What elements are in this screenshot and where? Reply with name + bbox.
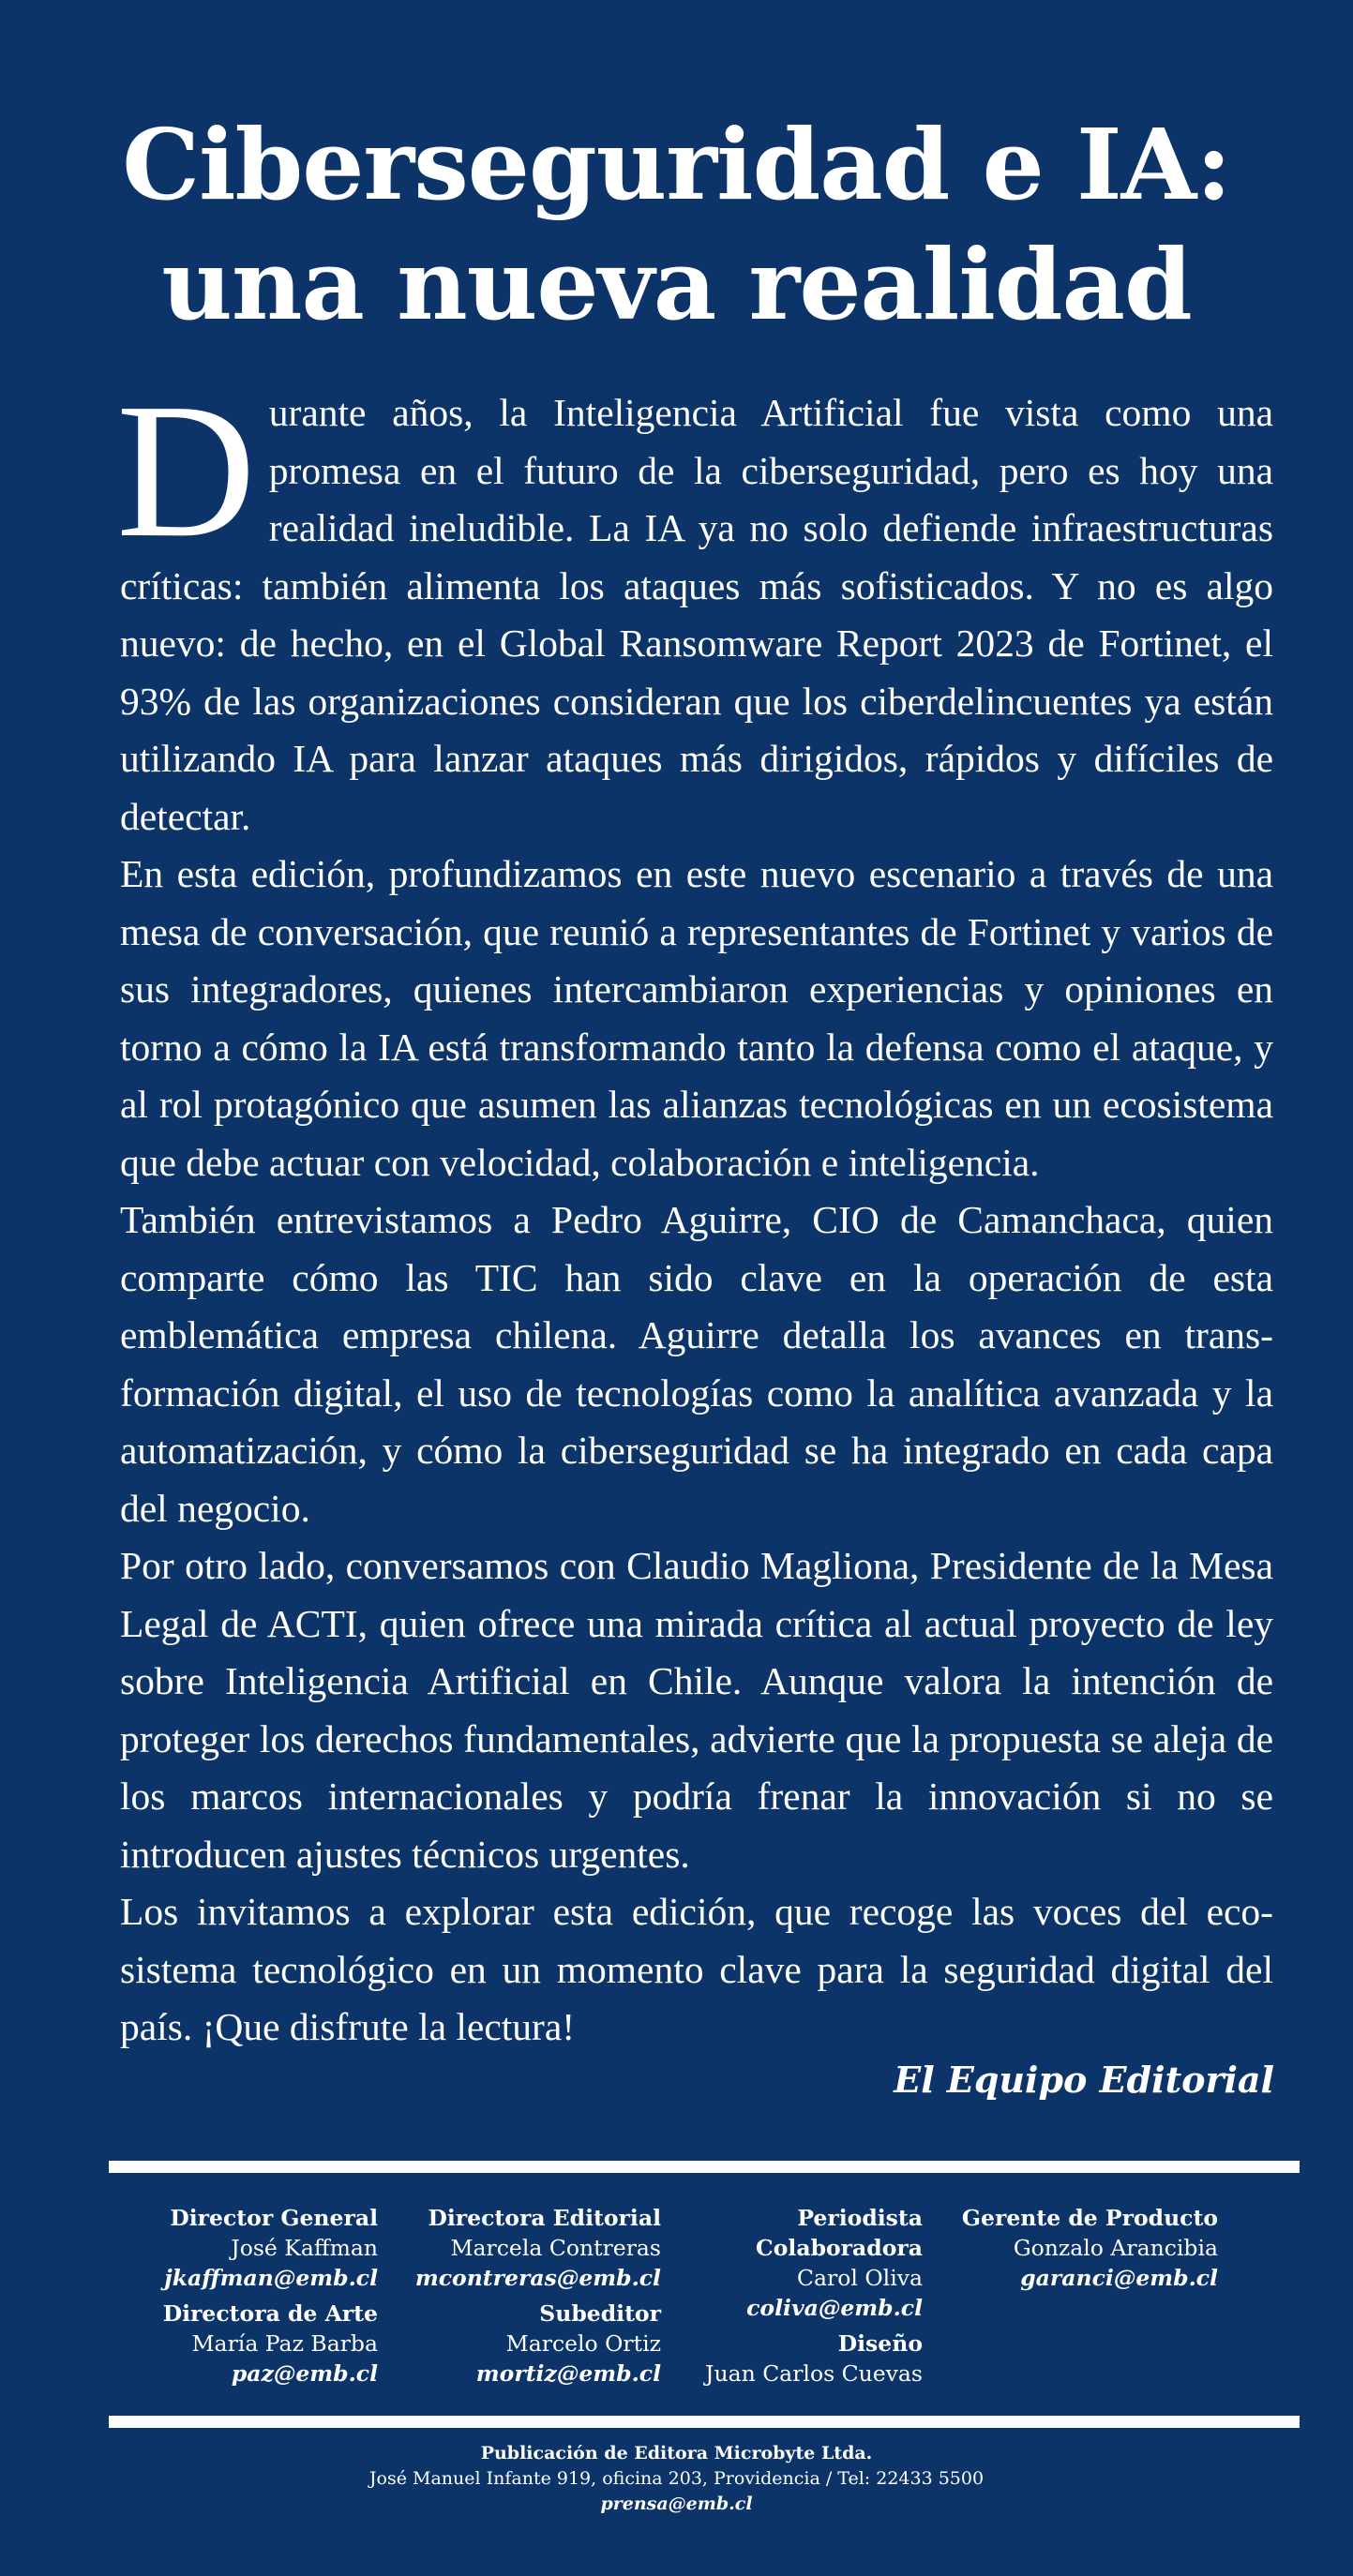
publisher-title: Publicación de Editora Microbyte Ltda. <box>480 2443 873 2464</box>
staff-name: Carol Oliva <box>797 2265 923 2291</box>
role-label: Periodista <box>797 2205 923 2231</box>
staff-column-2 <box>415 2203 661 2389</box>
staff-column-3 <box>705 2203 923 2389</box>
role-label: Director General <box>170 2205 378 2231</box>
paragraph-1-text: urante años, la Inteligencia Artificial fue vista como una promesa en el futuro de la ciberseguridad, pero es hoy una realidad ineludible. La IA ya no solo defiende infraestructuras críticas: también alimenta los ataques más sofisticados. Y no es algo nuevo: de hecho, en el Global Ransomware Report 2023 de Fortinet, el 93% de las organizaciones consideran que los ciberdelincuentes ya están utilizando IA para lanzar ataques más dirigidos, rápidos y difíciles de detectar. <box>120 391 1273 838</box>
divider-bottom <box>109 2416 1300 2428</box>
publisher-address: José Manuel Infante 919, oficina 203, Providencia / Tel: 22433 5500 <box>368 2468 985 2489</box>
staff-column-1 <box>163 2203 378 2389</box>
staff-email-link[interactable]: mcontreras@emb.cl <box>414 2265 661 2291</box>
paragraph-3: También entrevistamos a Pedro Aguirre, CIO de Camanchaca, quien comparte cómo las TIC han sido clave en la operación de esta emblemática empresa chilena. Aguirre detalla los avances en transformación digital, el uso de tecnologías como la analítica avanzada y la automatización, y cómo la ciberseguridad se ha integrado en cada capa del negocio. <box>120 1198 1273 1530</box>
editorial-signature: El Equipo Editorial <box>894 2059 1274 2101</box>
staff-email-link[interactable]: mortiz@emb.cl <box>475 2360 661 2387</box>
staff-email-link[interactable]: garanci@emb.cl <box>1020 2265 1218 2291</box>
publisher-info <box>0 2441 1353 2517</box>
title-line-1: Ciberseguridad e IA: <box>122 107 1231 222</box>
publisher-email-link[interactable]: prensa@emb.cl <box>600 2494 753 2514</box>
paragraph-5: Los invitamos a explorar esta edición, que recoge las voces del ecosistema tecnológico en un momento clave para la seguridad digital del país. ¡Que disfrute la lectura! <box>120 1890 1273 2048</box>
role-label: Directora de Arte <box>162 2300 378 2327</box>
role-label: Gerente de Producto <box>961 2205 1218 2231</box>
staff-email-link[interactable]: coliva@emb.cl <box>746 2295 923 2321</box>
role-label: Diseño <box>837 2330 923 2357</box>
staff-name: Marcela Contreras <box>450 2235 661 2261</box>
staff-column-4 <box>962 2203 1218 2293</box>
staff-email-link[interactable]: jkaffman@emb.cl <box>164 2265 378 2291</box>
divider-top <box>109 2161 1300 2173</box>
title-line-2: una nueva realidad <box>161 227 1192 342</box>
staff-name: María Paz Barba <box>191 2330 378 2357</box>
staff-name: Juan Carlos Cuevas <box>705 2360 923 2387</box>
page-title <box>0 105 1353 345</box>
staff-name: Gonzalo Arancibia <box>1013 2235 1218 2261</box>
editorial-body <box>116 363 1273 2057</box>
paragraph-1 <box>116 363 1273 846</box>
staff-email-link[interactable]: paz@emb.cl <box>231 2360 378 2387</box>
staff-name: José Kaffman <box>231 2235 378 2261</box>
paragraph-2: En esta edición, profundizamos en este nuevo escenario a través de una mesa de conversación, que reunió a representantes de Fortinet y varios de sus integradores, quienes intercambiaron experiencias y opiniones en torno a cómo la IA está transformando tanto la defensa como el ataque, y al rol protagónico que asumen las alianzas tecnológicas en un ecosistema que debe actuar con velocidad, colaboración e inteligencia. <box>120 852 1273 1184</box>
role-label: Directora Editorial <box>428 2205 661 2231</box>
role-label: Subeditor <box>539 2300 661 2327</box>
staff-name: Marcelo Ortiz <box>505 2330 661 2357</box>
drop-cap: D <box>116 363 256 577</box>
role-label: Colaboradora <box>756 2235 923 2261</box>
paragraph-4: Por otro lado, conversamos con Claudio Magliona, Presidente de la Mesa Legal de ACTI, quien ofrece una mirada crítica al actual proyecto de ley sobre Inteligencia Artificial en Chile. Aunque valora la intención de proteger los derechos fundamentales, advierte que la propuesta se aleja de los marcos internacionales y podría frenar la innovación si no se introducen ajustes técnicos urgentes. <box>120 1544 1273 1876</box>
